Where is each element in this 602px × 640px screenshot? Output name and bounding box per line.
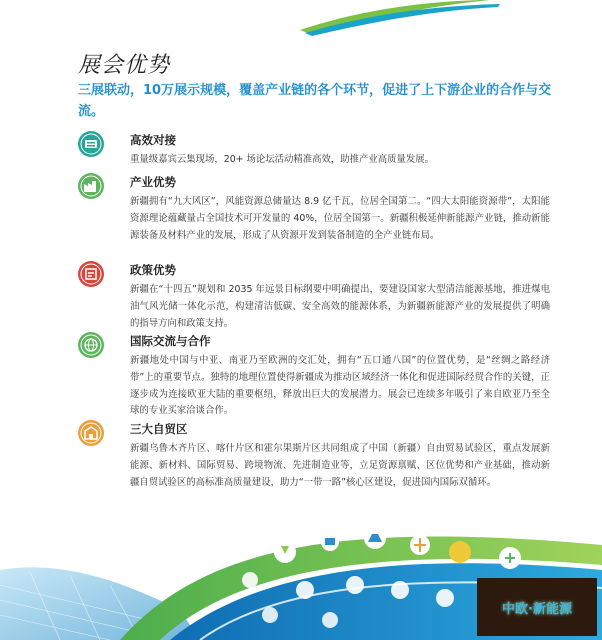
section-title: 三大自贸区 — [130, 422, 188, 436]
section-body: 新疆乌鲁木齐片区、喀什片区和霍尔果斯片区共同组成了中国（新疆）自由贸易试验区，重点发展新能源、新材料、国际贸易、跨境物流、先进制造业等，立足资源禀赋、区位优势和产业基础，推动新疆自贸试验区的高标准高质量建设，助力“一带一路”核心区建设，促进国内国际双循环。 — [130, 443, 550, 488]
event-logo-badge — [477, 578, 597, 636]
policy-icon — [77, 260, 105, 288]
handshake-icon — [77, 130, 105, 158]
section-body: 新疆在“十四五”规划和 2035 年远景目标纲要中明确提出，要建设国家大型清洁能源基地，推进煤电油气风光储一体化示范，构建清洁低碳、安全高效的能源体系，为新疆新能源产业的发展提供了明确的指导方向和政策支持。 — [130, 284, 550, 329]
factory-icon — [77, 172, 105, 200]
event-logo-text: 中欧·新能源 — [502, 601, 572, 617]
section-title: 国际交流与合作 — [130, 334, 211, 348]
section-title: 高效对接 — [130, 133, 176, 147]
section-title: 政策优势 — [130, 263, 176, 277]
globe-icon — [77, 331, 105, 359]
section-body: 新疆拥有“九大风区”，风能资源总储量达 8.9 亿千瓦，位居全国第二。“四大太阳能资源带”，太阳能资源理论蕴藏量占全国技术可开发量的 40%，位居全国第一。新疆积极延伸新能源产业链，推动新能源装备及材料产业的发展，形成了从资源开发到装备制造的全产业链布局。 — [130, 196, 550, 241]
section-title: 产业优势 — [130, 175, 176, 189]
section-body: 新疆地处中国与中亚、南亚乃至欧洲的交汇处，拥有“五口通八国”的位置优势，是“丝绸之路经济带”上的重要节点。独特的地理位置使得新疆成为推动区域经济一体化和促进国际经贸合作的关键，正逐步成为连接欧亚大陆的重要枢纽，释放出巨大的发展潜力。展会已连续多年吸引了来自欧亚乃至全球的专业买家洽谈合作。 — [130, 355, 550, 417]
trade-zone-icon — [77, 419, 105, 447]
page-subtitle: 三展联动，10万展示规模，覆盖产业链的各个环节，促进了上下游企业的合作与交流。 — [78, 83, 552, 119]
page-title: 展会优势 — [78, 53, 171, 78]
top-decoration — [0, 0, 602, 40]
section-body: 重量级嘉宾云集现场，20+ 场论坛活动精准高效，助推产业高质量发展。 — [130, 154, 435, 165]
